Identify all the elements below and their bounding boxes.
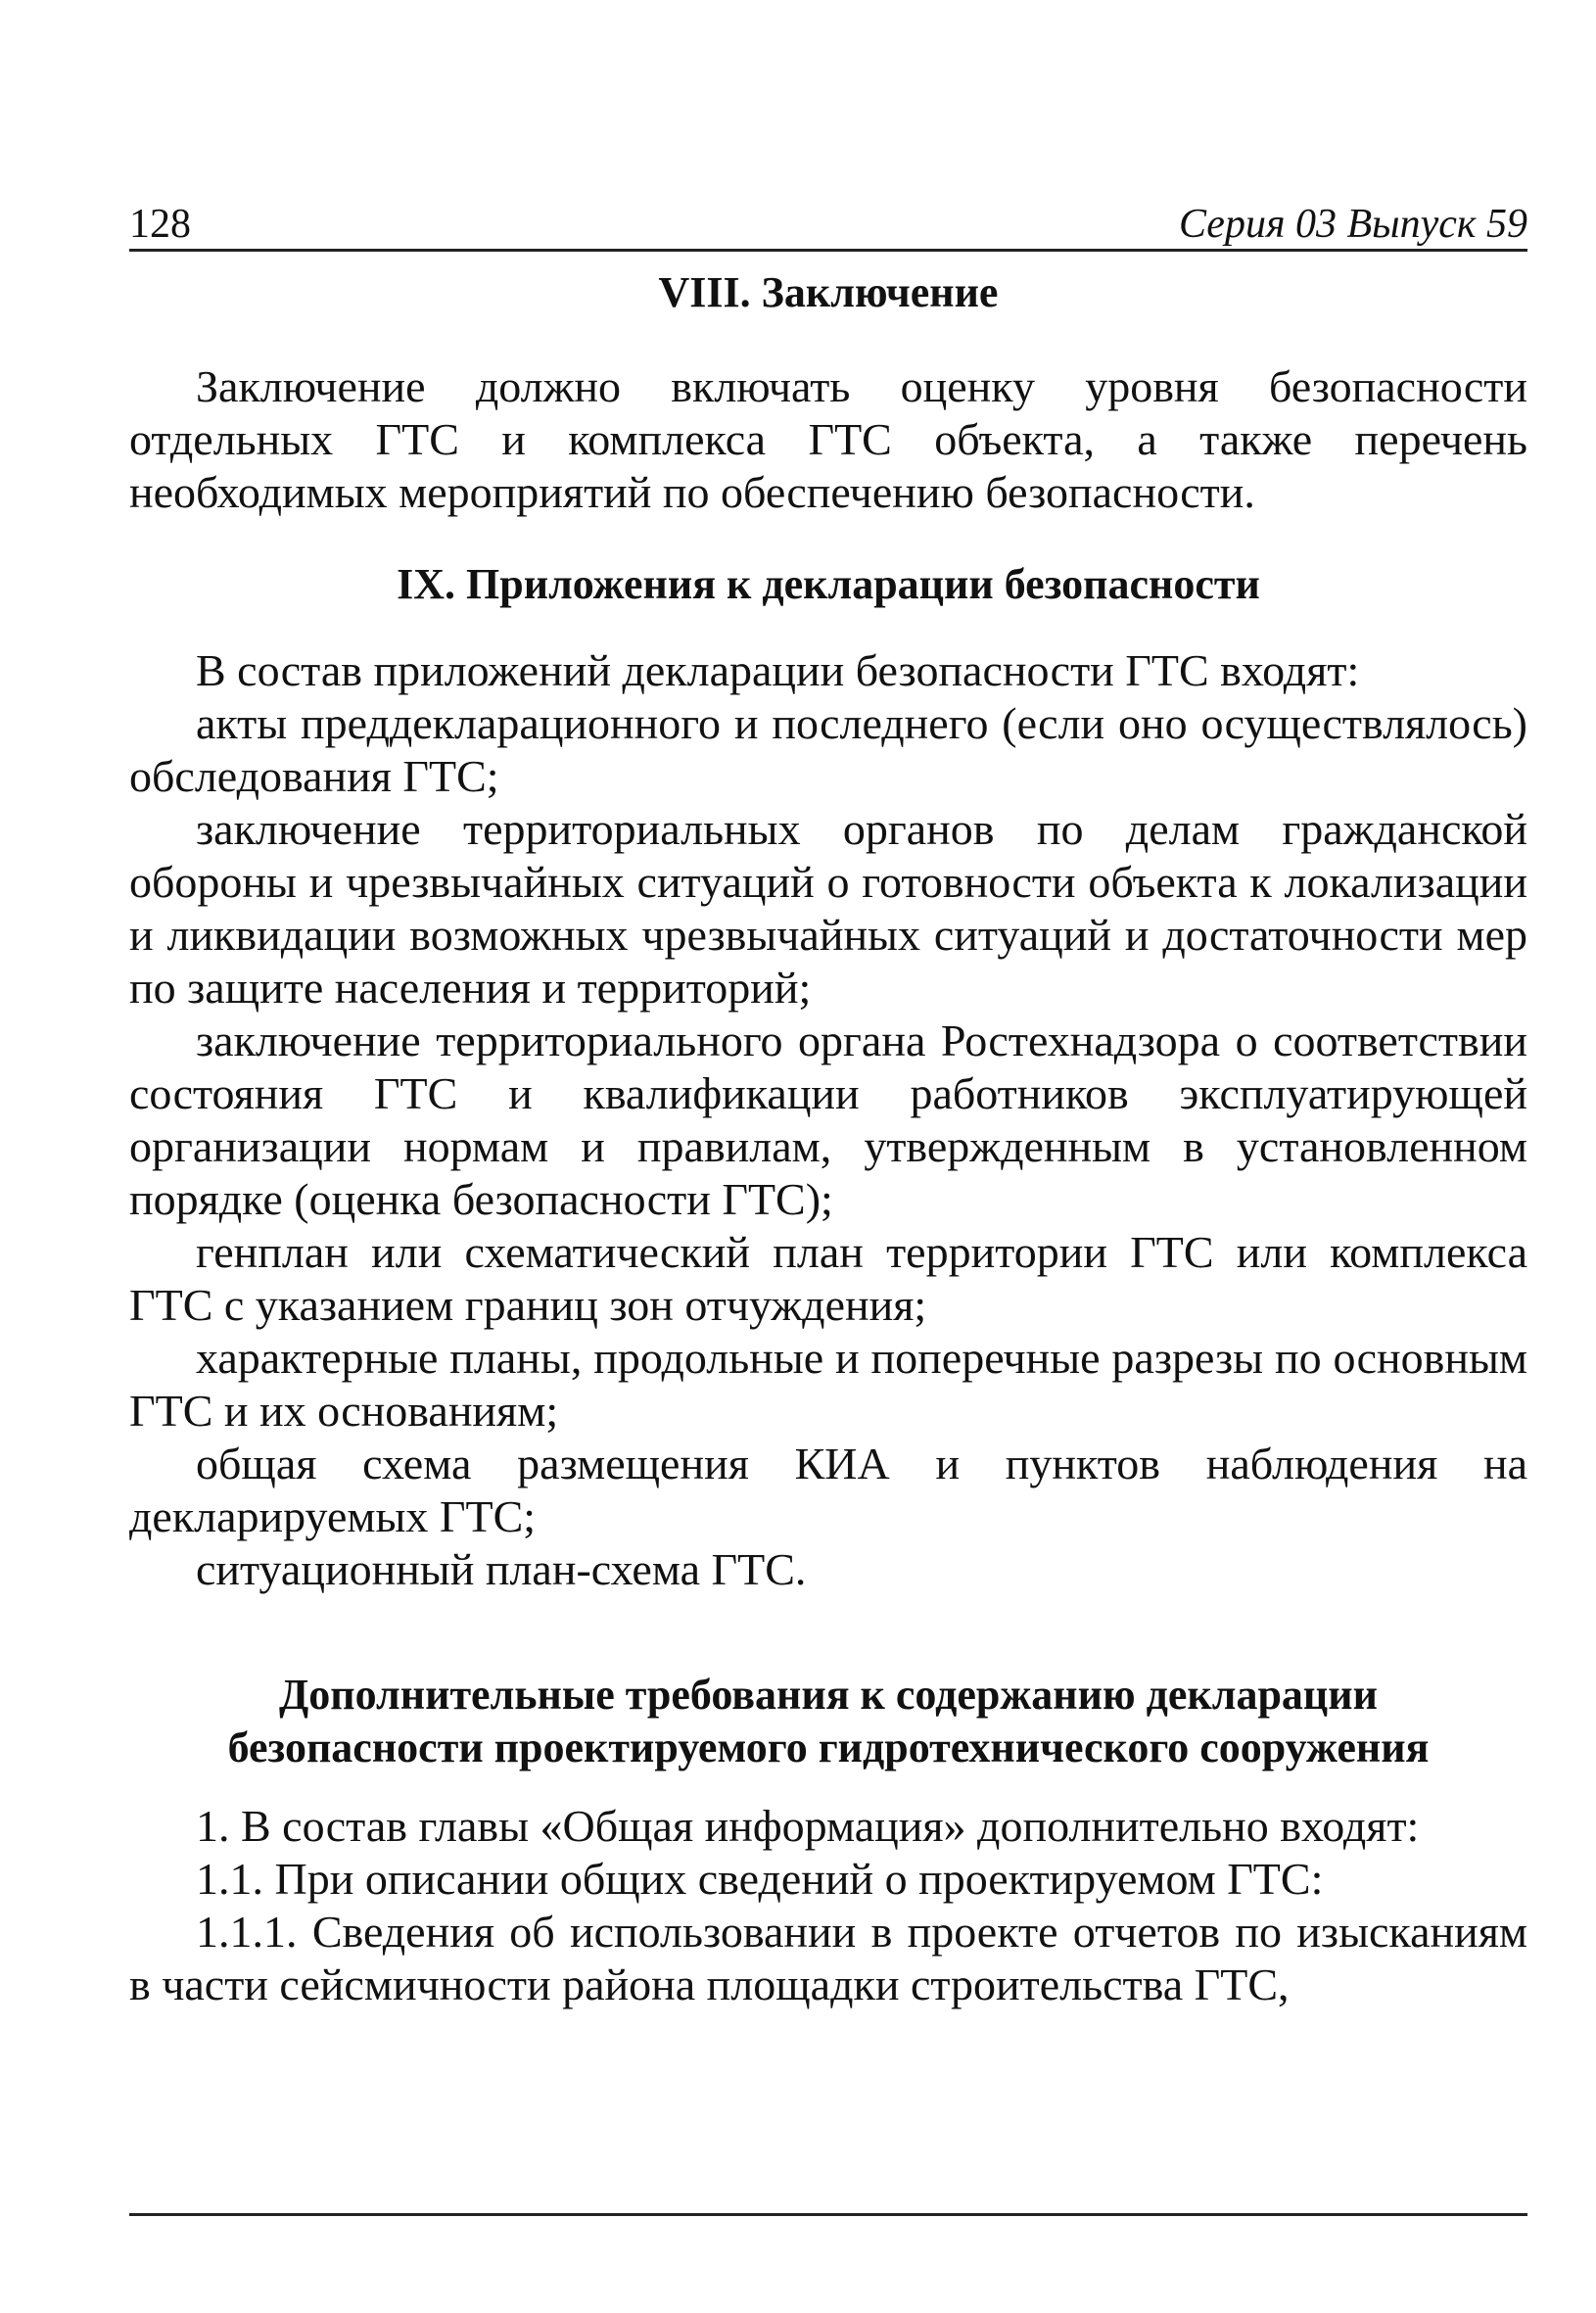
appendix-intro-paragraph: В состав приложений декларации безопасности ГТС входят: (196, 645, 1360, 695)
additional-requirements-heading-line-1: Дополнительные требования к содержанию декларации (279, 1671, 1378, 1719)
requirement-paragraph: 1.1. При описании общих сведений о проектируемом ГТС: (196, 1854, 1324, 1904)
footer-rule (129, 2213, 1527, 2216)
running-header (129, 194, 1527, 252)
appendix-item: характерные планы, продольные и поперечные разрезы по основным ГТС и их основаниям; (129, 1333, 1527, 1436)
section-9-heading: IX. Приложения к декларации безопасности (397, 560, 1260, 608)
requirement-paragraph: 1.1.1. Сведения об использовании в проекте отчетов по изысканиям в части сейсмичности района площадки строительства ГТС, (129, 1907, 1527, 2009)
appendix-item: ситуационный план-схема ГТС. (196, 1544, 807, 1594)
section-8-paragraph: Заключение должно включать оценку уровня безопасности отдельных ГТС и комплекса ГТС объекта, а также перечень необходимых мероприятий по обеспечению безопасности. (129, 361, 1527, 517)
appendix-item: заключение территориальных органов по делам гражданской обороны и чрезвычайных ситуаций о готовности объекта к локализации и ликвидации возможных чрезвычайных ситуаций и достаточности мер по защите населения и территорий; (129, 804, 1527, 1013)
section-8-heading: VIII. Заключение (658, 268, 999, 316)
appendix-item: общая схема размещения КИА и пунктов наблюдения на декларируемых ГТС; (129, 1439, 1527, 1541)
appendix-item: генплан или схематический план территории ГТС или комплекса ГТС с указанием границ зон отчуждения; (129, 1227, 1527, 1330)
series-label: Серия 03 Выпуск 59 (1179, 202, 1527, 247)
requirement-paragraph: 1. В состав главы «Общая информация» дополнительно входят: (196, 1801, 1420, 1851)
additional-requirements-heading-line-2: безопасности проектируемого гидротехнического сооружения (227, 1723, 1430, 1771)
document-page (129, 0, 1527, 2313)
page-number: 128 (129, 202, 191, 247)
page-body (129, 266, 1527, 2011)
additional-requirements-heading (129, 1669, 1527, 1774)
appendix-item: заключение территориального органа Ростехнадзора о соответствии состояния ГТС и квалификации работников эксплуатирующей организации нормам и правилам, утвержденным в установленном порядке (оценка безопасности ГТС); (129, 1015, 1527, 1224)
appendix-item: акты преддекларационного и последнего (если оно осуществлялось) обследования ГТС; (129, 698, 1527, 801)
